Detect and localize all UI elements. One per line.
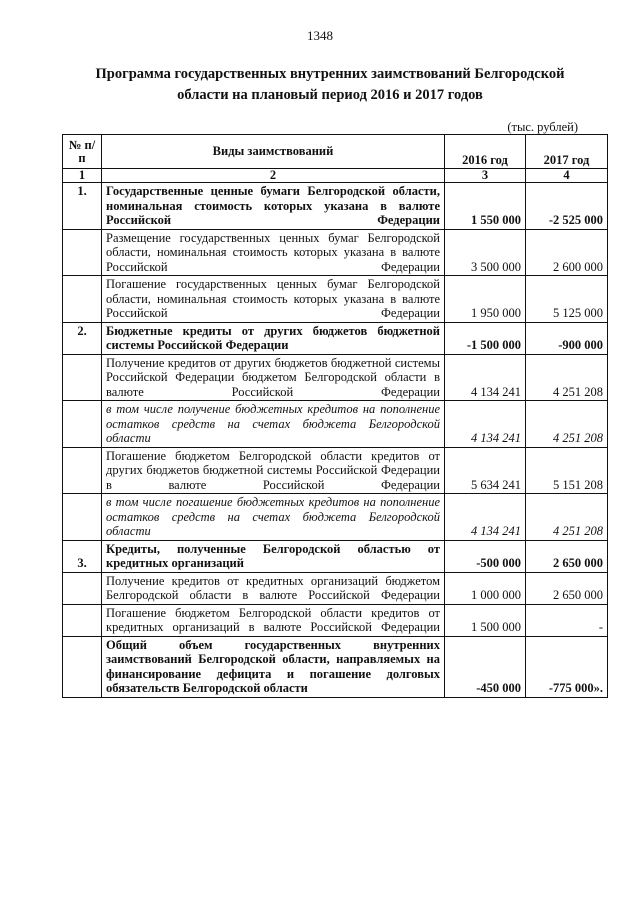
value-2017: 5 151 208: [526, 447, 608, 494]
row-number: 2.: [63, 322, 102, 354]
row-description: Получение кредитов от кредитных организаций бюджетом Белгородской области в валюте Российской Федерации: [102, 572, 445, 604]
value-2016: 4 134 241: [445, 494, 526, 541]
row-description: Погашение государственных ценных бумаг Белгородской области, номинальная стоимость которых указана в валюте Российской Федерации: [102, 276, 445, 323]
value-2016: 1 550 000: [445, 183, 526, 230]
row-number: [63, 276, 102, 323]
page-number: 1348: [307, 28, 333, 43]
table-row: [63, 447, 608, 494]
row-number: [63, 636, 102, 697]
value-2016: 5 634 241: [445, 447, 526, 494]
title-line-1: Программа государственных внутренних заимствований Белгородской: [95, 66, 565, 82]
row-number: [63, 604, 102, 636]
value-2017: 2 650 000: [526, 540, 608, 572]
table-header-row: [63, 135, 608, 169]
row-number: [63, 354, 102, 401]
table-row: [63, 604, 608, 636]
column-index: 3: [445, 169, 526, 183]
table-row: [63, 183, 608, 230]
table-row: [63, 540, 608, 572]
table-row: [63, 229, 608, 276]
row-number: 1.: [63, 183, 102, 230]
title-line-2: области на плановый период 2016 и 2017 годов: [177, 87, 483, 103]
header-description: Виды заимствований: [102, 135, 445, 169]
value-2017: 4 251 208: [526, 354, 608, 401]
row-number: [63, 572, 102, 604]
value-2016: -500 000: [445, 540, 526, 572]
table-row: [63, 636, 608, 697]
table-row: [63, 354, 608, 401]
value-2016: 1 500 000: [445, 604, 526, 636]
row-number: 3.: [63, 540, 102, 572]
header-year-2017: 2017 год: [526, 135, 608, 169]
document-title: [70, 64, 590, 106]
column-index: 2: [102, 169, 445, 183]
row-description: Получение кредитов от других бюджетов бюджетной системы Российской Федерации бюджетом Белгородской области в валюте Российской Федерации: [102, 354, 445, 401]
table-row: [63, 494, 608, 541]
value-2017: 2 600 000: [526, 229, 608, 276]
value-2016: 1 000 000: [445, 572, 526, 604]
units-note: (тыс. рублей): [507, 120, 578, 134]
column-index: 4: [526, 169, 608, 183]
value-2017: 4 251 208: [526, 401, 608, 448]
row-number: [63, 447, 102, 494]
table-row: [63, 276, 608, 323]
row-number: [63, 494, 102, 541]
value-2016: 4 134 241: [445, 354, 526, 401]
table-row: [63, 401, 608, 448]
borrowings-table: [62, 134, 608, 698]
row-description: Бюджетные кредиты от других бюджетов бюджетной системы Российской Федерации: [102, 322, 445, 354]
header-year-2016: 2016 год: [445, 135, 526, 169]
header-number: № п/п: [63, 135, 102, 169]
table-row: [63, 572, 608, 604]
row-description: Погашение бюджетом Белгородской области кредитов от кредитных организаций в валюте Российской Федерации: [102, 604, 445, 636]
row-number: [63, 401, 102, 448]
value-2017: -: [526, 604, 608, 636]
value-2016: 4 134 241: [445, 401, 526, 448]
row-description: Кредиты, полученные Белгородской областью от кредитных организаций: [102, 540, 445, 572]
row-description: Размещение государственных ценных бумаг Белгородской области, номинальная стоимость которых указана в валюте Российской Федерации: [102, 229, 445, 276]
value-2016: 1 950 000: [445, 276, 526, 323]
value-2017: 4 251 208: [526, 494, 608, 541]
row-description: Общий объем государственных внутренних заимствований Белгородской области, направляемых на финансирование дефицита и погашение долговых обязательств Белгородской области: [102, 636, 445, 697]
table-row: [63, 322, 608, 354]
value-2016: 3 500 000: [445, 229, 526, 276]
value-2017: 5 125 000: [526, 276, 608, 323]
row-description: в том числе получение бюджетных кредитов на пополнение остатков средств на счетах бюджета Белгородской области: [102, 401, 445, 448]
column-index-row: [63, 169, 608, 183]
value-2017: -775 000».: [526, 636, 608, 697]
row-description: в том числе погашение бюджетных кредитов на пополнение остатков средств на счетах бюджета Белгородской области: [102, 494, 445, 541]
column-index: 1: [63, 169, 102, 183]
value-2016: -450 000: [445, 636, 526, 697]
value-2017: -2 525 000: [526, 183, 608, 230]
row-number: [63, 229, 102, 276]
value-2017: -900 000: [526, 322, 608, 354]
value-2017: 2 650 000: [526, 572, 608, 604]
row-description: Погашение бюджетом Белгородской области кредитов от других бюджетов бюджетной системы Российской Федерации в валюте Российской Федерации: [102, 447, 445, 494]
row-description: Государственные ценные бумаги Белгородской области, номинальная стоимость которых указана в валюте Российской Федерации: [102, 183, 445, 230]
value-2016: -1 500 000: [445, 322, 526, 354]
table-body: [63, 183, 608, 698]
